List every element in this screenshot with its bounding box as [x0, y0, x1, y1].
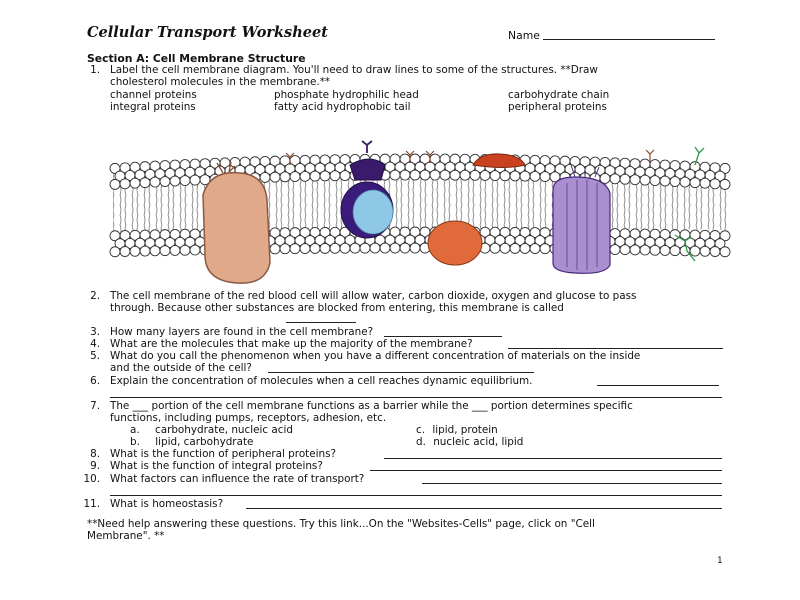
phospholipid-head	[350, 243, 360, 253]
phospholipid-head	[330, 171, 340, 181]
phospholipid-head	[300, 171, 310, 181]
phospholipid-head	[690, 246, 700, 256]
term-fatty-acid-tail: fatty acid hydrophobic tail	[274, 101, 411, 113]
phospholipid-head	[290, 244, 300, 254]
q7-option-d-text: nucleic acid, lipid	[433, 436, 524, 448]
phospholipid-head	[190, 245, 200, 255]
q2-line1: The cell membrane of the red blood cell will allow water, carbon dioxide, oxygen and glucose to pass	[110, 290, 637, 302]
q4-number: 4.	[90, 338, 100, 350]
phospholipid-head	[530, 244, 540, 254]
phospholipid-head	[160, 177, 170, 187]
q1-line2: cholesterol molecules in the membrane.**	[110, 76, 331, 88]
phospholipid-head	[130, 178, 140, 188]
q6-text: Explain the concentration of molecules when a cell reaches dynamic equilibrium.	[110, 375, 533, 387]
phospholipid-head	[400, 243, 410, 253]
q2-answer-line[interactable]	[286, 322, 356, 323]
phospholipid-head	[710, 247, 720, 257]
phospholipid-head	[720, 179, 730, 189]
phospholipid-head	[510, 171, 520, 181]
page-number: 1	[717, 556, 723, 566]
q5-line2: and the outside of the cell?	[110, 362, 252, 374]
peripheral-protein-bottom	[428, 221, 482, 265]
phospholipid-head	[310, 171, 320, 181]
term-carbohydrate-chain: carbohydrate chain	[508, 89, 610, 101]
name-blank-line	[543, 39, 715, 40]
phospholipid-head	[270, 172, 280, 182]
phospholipid-head	[320, 171, 330, 181]
q7-option-b-text: lipid, carbohydrate	[155, 436, 254, 448]
phospholipid-head	[360, 243, 370, 253]
q4-answer-line[interactable]	[508, 348, 723, 349]
phospholipid-head	[140, 246, 150, 256]
phospholipid-head	[420, 170, 430, 180]
phospholipid-head	[280, 172, 290, 182]
q11-number: 11.	[83, 498, 100, 510]
q10-answer-line-2[interactable]	[110, 495, 722, 496]
q2-line2: through. Because other substances are blocked from entering, this membrane is called	[110, 302, 564, 314]
q4-text: What are the molecules that make up the majority of the membrane?	[110, 338, 473, 350]
phospholipid-head	[120, 179, 130, 189]
q3-text: How many layers are found in the cell membrane?	[110, 326, 374, 338]
worksheet-title: Cellular Transport Worksheet	[87, 24, 328, 41]
phospholipid-head	[290, 172, 300, 182]
q7-option-d-letter: d.	[416, 436, 426, 448]
phospholipid-head	[330, 243, 340, 253]
q9-text: What is the function of integral proteins?	[110, 460, 323, 472]
phospholipid-head	[450, 170, 460, 180]
phospholipid-head	[620, 174, 630, 184]
q10-number: 10.	[83, 473, 100, 485]
phospholipid-head	[120, 247, 130, 257]
phospholipid-head	[410, 170, 420, 180]
phospholipid-head	[320, 243, 330, 253]
phospholipid-head	[380, 243, 390, 253]
phospholipid-head	[140, 178, 150, 188]
phospholipid-head	[130, 246, 140, 256]
phospholipid-head	[520, 171, 530, 181]
phospholipid-head	[530, 171, 540, 181]
q6-number: 6.	[90, 375, 100, 387]
q10-text: What factors can influence the rate of transport?	[110, 473, 365, 485]
q11-answer-line[interactable]	[246, 508, 722, 509]
phospholipid-head	[260, 172, 270, 182]
q8-text: What is the function of peripheral proteins?	[110, 448, 337, 460]
phospholipid-head	[480, 170, 490, 180]
q7-option-a-letter: a.	[130, 424, 140, 436]
phospholipid-head	[630, 245, 640, 255]
phospholipid-head	[700, 246, 710, 256]
phospholipid-head	[510, 243, 520, 253]
phospholipid-head	[390, 170, 400, 180]
phospholipid-head	[670, 246, 680, 256]
phospholipid-head	[540, 244, 550, 254]
phospholipid-head	[500, 171, 510, 181]
phospholipid-head	[270, 244, 280, 254]
phospholipid-head	[190, 175, 200, 185]
phospholipid-head	[660, 176, 670, 186]
phospholipid-head	[620, 245, 630, 255]
name-label: Name	[508, 29, 540, 42]
phospholipid-head	[340, 171, 350, 181]
help-note-line2: Membrane". **	[87, 530, 165, 542]
q3-number: 3.	[90, 326, 100, 338]
q5-line1: What do you call the phenomenon when you have a different concentration of materials on the inside	[110, 350, 641, 362]
q7-option-b[interactable]	[130, 436, 253, 448]
q8-answer-line[interactable]	[384, 458, 722, 459]
phospholipid-head	[110, 179, 120, 189]
q9-answer-line[interactable]	[370, 470, 722, 471]
q1-line1: Label the cell membrane diagram. You'll need to draw lines to some of the structures. **Draw	[110, 64, 598, 76]
phospholipid-head	[110, 247, 120, 257]
phospholipid-head	[430, 170, 440, 180]
phospholipid-head	[340, 243, 350, 253]
phospholipid-head	[400, 170, 410, 180]
phospholipid-head	[640, 175, 650, 185]
phospholipid-head	[310, 243, 320, 253]
phospholipid-head	[180, 176, 190, 186]
phospholipid-head	[180, 245, 190, 255]
q11-text: What is homeostasis?	[110, 498, 224, 510]
phospholipid-head	[410, 243, 420, 253]
phospholipid-head	[160, 246, 170, 256]
term-peripheral-proteins: peripheral proteins	[508, 101, 607, 113]
phospholipid-head	[630, 175, 640, 185]
term-phosphate-head: phosphate hydrophilic head	[274, 89, 419, 101]
phospholipid-head	[440, 170, 450, 180]
q10-answer-line-1[interactable]	[422, 483, 722, 484]
section-a-heading: Section A: Cell Membrane Structure	[87, 52, 306, 65]
q7-option-b-letter: b.	[130, 436, 140, 448]
phospholipid-head	[650, 176, 660, 186]
q2-number: 2.	[90, 290, 100, 302]
term-integral-proteins: integral proteins	[110, 101, 196, 113]
cell-membrane-diagram	[105, 135, 735, 295]
q1-number: 1.	[90, 64, 100, 76]
phospholipid-head	[150, 177, 160, 187]
q7-line2: functions, including pumps, receptors, adhesion, etc.	[110, 412, 387, 424]
phospholipid-head	[490, 243, 500, 253]
q7-option-c-text: lipid, protein	[432, 424, 498, 436]
q7-option-d[interactable]	[416, 436, 523, 448]
phospholipid-head	[720, 247, 730, 257]
phospholipid-head	[520, 243, 530, 253]
q7-number: 7.	[90, 400, 100, 412]
q5-number: 5.	[90, 350, 100, 362]
q5-answer-line[interactable]	[268, 372, 534, 373]
phospholipid-head	[690, 178, 700, 188]
phospholipid-head	[170, 176, 180, 186]
phospholipid-head	[670, 177, 680, 187]
q8-number: 8.	[90, 448, 100, 460]
q7-line1: The ___ portion of the cell membrane functions as a barrier while the ___ portion determines specific	[110, 400, 633, 412]
term-channel-proteins: channel proteins	[110, 89, 197, 101]
phospholipid-head	[680, 177, 690, 187]
q9-number: 9.	[90, 460, 100, 472]
phospholipid-head	[490, 171, 500, 181]
q7-option-a-text: carbohydrate, nucleic acid	[154, 424, 293, 436]
phospholipid-head	[610, 245, 620, 255]
phospholipid-head	[390, 243, 400, 253]
phospholipid-head	[300, 244, 310, 254]
phospholipid-head	[680, 246, 690, 256]
q3-answer-line[interactable]	[384, 336, 502, 337]
phospholipid-head	[700, 178, 710, 188]
phospholipid-head	[150, 246, 160, 256]
q7-option-a[interactable]	[130, 424, 293, 436]
q6-answer-line-2[interactable]	[110, 397, 722, 398]
phospholipid-head	[640, 245, 650, 255]
phospholipid-head	[500, 243, 510, 253]
q7-option-c[interactable]	[416, 424, 498, 436]
phospholipid-head	[660, 245, 670, 255]
phospholipid-head	[710, 179, 720, 189]
phospholipid-head	[610, 174, 620, 184]
phospholipid-head	[470, 170, 480, 180]
phospholipid-head	[170, 245, 180, 255]
phospholipid-head	[460, 170, 470, 180]
phospholipid-head	[540, 172, 550, 182]
phospholipid-head	[370, 243, 380, 253]
help-note-line1: **Need help answering these questions. Try this link...On the "Websites-Cells" page, click on "Cell	[87, 518, 595, 530]
q7-option-c-letter: c.	[416, 424, 426, 436]
phospholipid-head	[650, 245, 660, 255]
q6-answer-line-1[interactable]	[597, 385, 719, 386]
phospholipid-head	[280, 244, 290, 254]
